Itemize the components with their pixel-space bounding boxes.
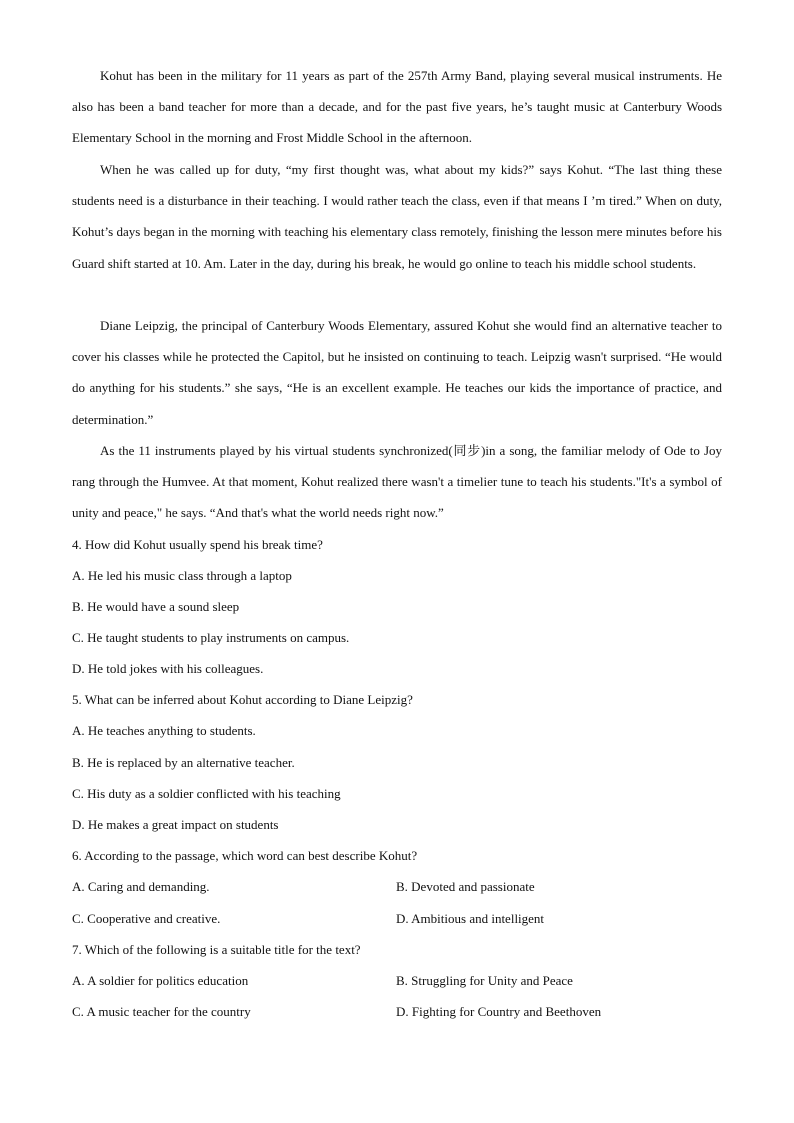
question-6-option-a: A. Caring and demanding. — [72, 879, 210, 894]
question-7-option-a: A. A soldier for politics education — [72, 973, 249, 988]
question-7-option-d: D. Fighting for Country and Beethoven — [396, 1004, 602, 1019]
question-6-option-c: C. Cooperative and creative. — [72, 911, 221, 926]
question-4-option-a: A. He led his music class through a laptop — [72, 568, 292, 583]
question-5-option-c: C. His duty as a soldier conflicted with his teaching — [72, 786, 341, 801]
question-4-option-b: B. He would have a sound sleep — [72, 599, 240, 614]
question-4-option-c: C. He taught students to play instruments on campus. — [72, 630, 350, 645]
question-5-option-d: D. He makes a great impact on students — [72, 817, 279, 832]
question-4-option-d: D. He told jokes with his colleagues. — [72, 661, 264, 676]
question-6-stem: 6. According to the passage, which word can best describe Kohut? — [72, 848, 418, 863]
question-7-stem: 7. Which of the following is a suitable title for the text? — [72, 942, 361, 957]
question-6-option-d: D. Ambitious and intelligent — [396, 911, 545, 926]
question-6-option-b: B. Devoted and passionate — [396, 879, 535, 894]
paragraph-3: Diane Leipzig, the principal of Canterbury Woods Elementary, assured Kohut she would find an alternative teacher to cover his classes while he protected the Capitol, but he insisted on continuing to teach. Leipzig wasn't surprised. “He would do anything for his students.” she says, “He is an excellent example. He teaches our kids the importance of practice, and determination.” — [72, 318, 722, 427]
question-7-option-c: C. A music teacher for the country — [72, 1004, 251, 1019]
question-7-option-b: B. Struggling for Unity and Peace — [396, 973, 573, 988]
paragraph-4: As the 11 instruments played by his virtual students synchronized(同步)in a song, the familiar melody of Ode to Joy rang through the Humvee. At that moment, Kohut realized there wasn't a timelier tune to teach his students."It's a symbol of unity and peace," he says. “And that's what the world needs right now.” — [72, 443, 722, 521]
question-5-option-a: A. He teaches anything to students. — [72, 723, 256, 738]
paragraph-2: When he was called up for duty, “my first thought was, what about my kids?” says Kohut. “The last thing these students need is a disturbance in their teaching. I would rather teach the class, even if that means I ’m tired.” When on duty, Kohut’s days began in the morning with teaching his elementary class remotely, finishing the lesson mere minutes before his Guard shift started at 10. Am. Later in the day, during his break, he would go online to teach his middle school students. — [72, 162, 722, 271]
question-4-stem: 4. How did Kohut usually spend his break time? — [72, 537, 323, 552]
paragraph-1: Kohut has been in the military for 11 years as part of the 257th Army Band, playing several musical instruments. He also has been a band teacher for more than a decade, and for the past five years, he’s taught music at Canterbury Woods Elementary School in the morning and Frost Middle School in the afternoon. — [72, 68, 722, 146]
question-5-stem: 5. What can be inferred about Kohut according to Diane Leipzig? — [72, 692, 413, 707]
question-5-option-b: B. He is replaced by an alternative teacher. — [72, 755, 295, 770]
